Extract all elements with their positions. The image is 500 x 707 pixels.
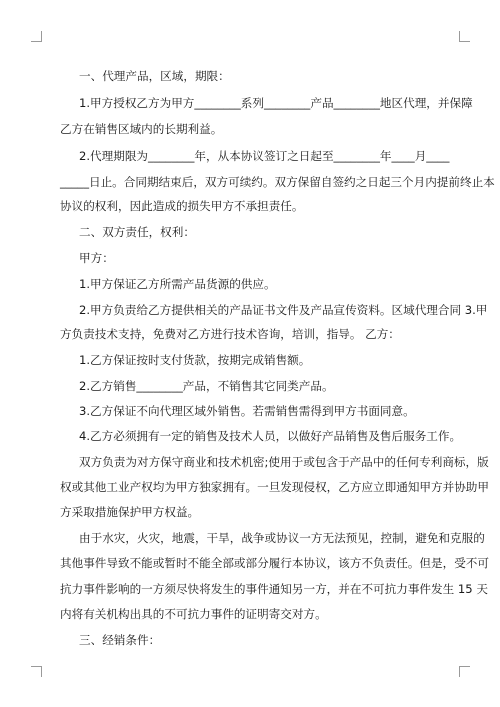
paragraph-line: 协议的权利，因此造成的损失甲方不承担责任。: [60, 199, 304, 213]
paragraph-line: 1.甲方保证乙方所需产品货源的供应。: [79, 277, 276, 291]
paragraph-line: 权或其他工业产权均为甲方独家拥有。一旦发现侵权，乙方应立即通知甲方并协助甲: [60, 480, 489, 494]
section-heading-1: 一、代理产品，区域，期限：: [79, 69, 230, 83]
crop-mark-top-right: [459, 31, 470, 42]
paragraph-line: 2.代理期限为________年，从本协议签订之日起至________年____月____: [79, 149, 450, 163]
crop-mark-bottom-left: [31, 666, 42, 677]
paragraph-line: 2.甲方负责给乙方提供相关的产品证书文件及产品宣传资料。区域代理合同 3.甲: [79, 303, 488, 317]
paragraph-line: 1.乙方保证按时支付货款，按期完成销售额。: [79, 353, 311, 367]
crop-mark-top-left: [31, 31, 42, 42]
paragraph-line: 抗力事件影响的一方须尽快将发生的事件通知另一方，并在不可抗力事件发生 15 天: [60, 582, 488, 596]
paragraph-line: 乙方在销售区域内的长期利益。: [60, 122, 223, 136]
crop-mark-bottom-right: [459, 666, 470, 677]
paragraph-line: 方负责技术支持，免费对乙方进行技术咨询，培训，指导。 乙方：: [60, 327, 400, 341]
paragraph-line: 4.乙方必须拥有一定的销售及技术人员，以做好产品销售及售后服务工作。: [79, 429, 462, 443]
paragraph-line: 方采取措施保护甲方权益。: [60, 505, 200, 519]
paragraph-line: 内将有关机构出具的不可抗力事件的证明寄交对方。: [60, 607, 327, 621]
paragraph-line: 1.甲方授权乙方为甲方________系列________产品________地区代理，并保障: [79, 96, 473, 110]
paragraph-line: _____日止。合同期结束后，双方可续约。双方保留自签约之日起三个月内提前终止本: [60, 175, 495, 189]
paragraph-line: 其他事件导致不能或暂时不能全部或部分履行本协议，该方不负责任。但是，受不可: [60, 556, 489, 570]
party-heading-a: 甲方：: [79, 251, 114, 265]
section-heading-3: 三、经销条件：: [79, 633, 161, 647]
paragraph-line: 由于水灾，火灾，地震，干旱，战争或协议一方无法预见，控制，避免和克服的: [79, 531, 485, 545]
paragraph-line: 双方负责为对方保守商业和技术机密;使用于或包含于产品中的任何专利商标，版: [79, 455, 489, 469]
paragraph-line: 3.乙方保证不向代理区域外销售。若需销售需得到甲方书面同意。: [79, 404, 415, 418]
paragraph-line: 2.乙方销售________产品，不销售其它同类产品。: [79, 379, 334, 393]
section-heading-2: 二、双方责任，权利：: [79, 225, 195, 239]
